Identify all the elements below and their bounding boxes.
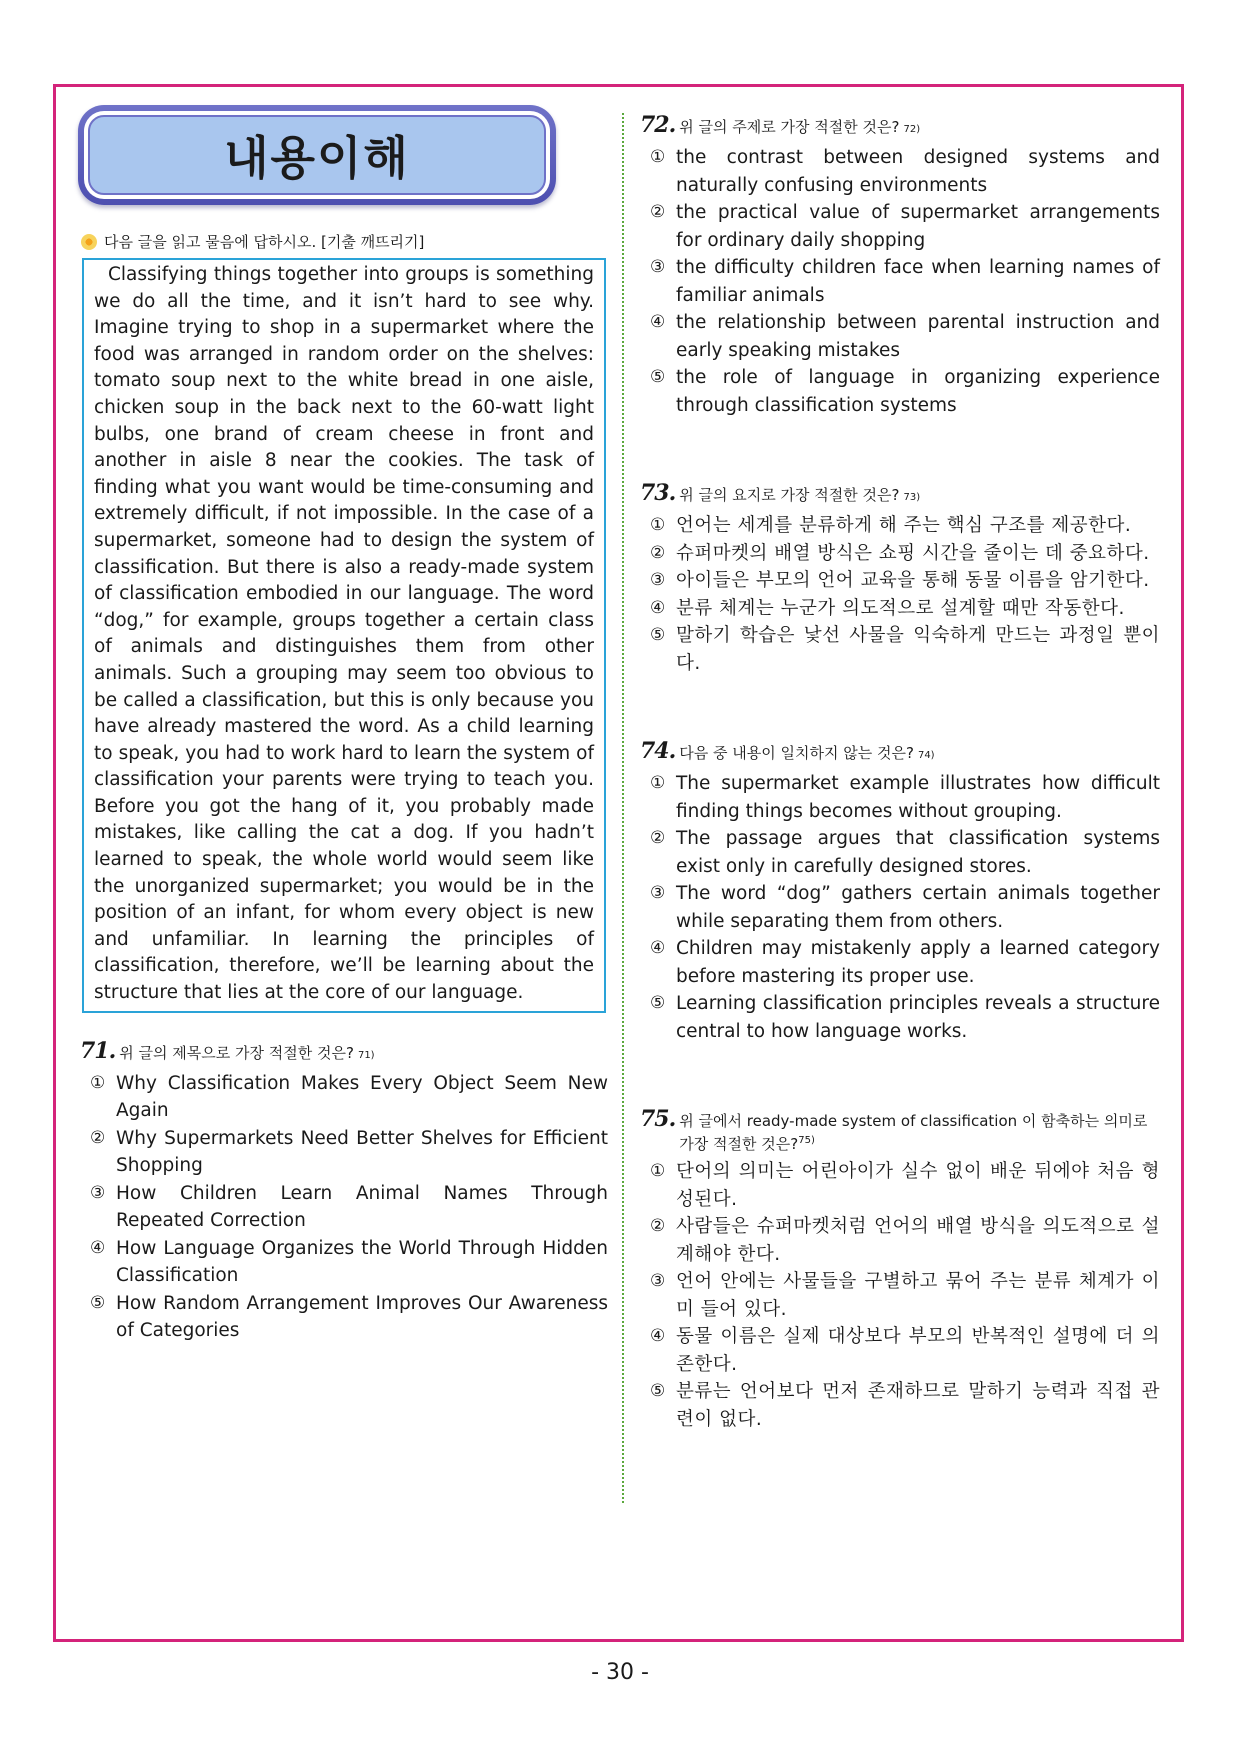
question-number: 73.: [640, 480, 676, 506]
question-prompt: 위 글의 요지로 가장 적절한 것은?: [679, 486, 900, 504]
question-73: [640, 480, 1160, 677]
option-4[interactable]: ④ the relationship between parental instruction and early speaking mistakes: [650, 312, 1160, 361]
flower-icon: [80, 233, 98, 251]
question-72: [640, 112, 1160, 419]
option-3[interactable]: ③ How Children Learn Animal Names Through Repeated Correction: [90, 1182, 608, 1232]
question-number: 72.: [640, 112, 676, 138]
option-3[interactable]: ③ 아이들은 부모의 언어 교육을 통해 동물 이름을 암기한다.: [650, 570, 1150, 591]
passage-box: Classifying things together into groups is something we do all the time, and it isn’t hard to see why. Imagine trying to shop in a supermarket where the food was arranged in random order on the shelves: tomato soup next to the white bread in one aisle, chicken soup in the back next to the 60-watt light bulbs, one brand of cream cheese in front and another in aisle 8 near the cookies. The task of finding what you want would be time-consuming and extremely difficult, if not impossible. In the case of a supermarket, someone had to design the system of classification. But there is also a ready-made system of classification embodied in our language. The word “dog,” for example, groups together a certain class of animals and distinguishes them from other animals. Such a grouping may seem too obvious to be called a classification, but this is only because you have already mastered the word. As a child learning to speak, you had to work hard to learn the system of classification your parents were trying to teach you. Before you got the hang of it, you probably made mistakes, like calling the cat a dog. If you hadn’t learned to speak, the whole world would seem like the unorganized supermarket; you would be in the position of an infant, for whom every object is new and unfamiliar. In learning the principles of classification, therefore, we’ll be learning about the structure that lies at the core of our language.: [82, 258, 606, 1013]
option-list: [640, 144, 1160, 419]
footnote-ref: 72): [903, 124, 921, 135]
option-5[interactable]: ⑤ Learning classification principles reveals a structure central to how language works.: [650, 993, 1160, 1042]
option-2[interactable]: ② the practical value of supermarket arrangements for ordinary daily shopping: [650, 202, 1160, 251]
question-header: [640, 112, 1160, 140]
option-1[interactable]: ① 단어의 의미는 어린아이가 실수 없이 배운 뒤에야 처음 형성된다.: [650, 1161, 1160, 1210]
question-75: [640, 1106, 1160, 1433]
left-column: [80, 105, 608, 1345]
question-number: 71.: [80, 1037, 116, 1064]
option-1[interactable]: ① the contrast between designed systems and naturally confusing environments: [650, 147, 1160, 196]
option-4[interactable]: ④ 동물 이름은 실제 대상보다 부모의 반복적인 설명에 더 의존한다.: [650, 1326, 1160, 1375]
option-1[interactable]: ① Why Classification Makes Every Object Seem New Again: [90, 1072, 608, 1122]
option-1[interactable]: ① The supermarket example illustrates how difficult finding things becomes without grouping.: [650, 773, 1160, 822]
question-header: [640, 480, 1160, 508]
option-list: [640, 512, 1160, 677]
option-5[interactable]: ⑤ the role of language in organizing experience through classification systems: [650, 367, 1160, 416]
footnote-ref: 75): [798, 1135, 815, 1146]
question-prompt: 위 글의 주제로 가장 적절한 것은?: [679, 118, 900, 136]
option-list: [640, 770, 1160, 1045]
right-column: [640, 112, 1160, 1433]
question-header: [640, 738, 1160, 766]
option-2[interactable]: ② 슈퍼마켓의 배열 방식은 쇼핑 시간을 줄이는 데 중요하다.: [650, 542, 1150, 564]
instruction-text: 다음 글을 읽고 물음에 답하시오. [기출 깨뜨리기]: [104, 233, 425, 251]
footnote-ref: 73): [903, 492, 921, 503]
section-title: 내용이해: [224, 131, 410, 185]
question-prompt: 위 글의 제목으로 가장 적절한 것은?: [119, 1043, 354, 1062]
option-list: [80, 1070, 608, 1345]
option-4[interactable]: ④ Children may mistakenly apply a learned category before mastering its proper use.: [650, 938, 1160, 987]
question-header: [80, 1037, 608, 1066]
option-3[interactable]: ③ The word “dog” gathers certain animals together while separating them from others.: [650, 883, 1160, 932]
option-4[interactable]: ④ How Language Organizes the World Through Hidden Classification: [90, 1237, 608, 1287]
option-2[interactable]: ② Why Supermarkets Need Better Shelves for Efficient Shopping: [90, 1127, 608, 1177]
option-2[interactable]: ② 사람들은 슈퍼마켓처럼 언어의 배열 방식을 의도적으로 설계해야 한다.: [650, 1216, 1160, 1265]
option-5[interactable]: ⑤ 분류는 언어보다 먼저 존재하므로 말하기 능력과 직접 관련이 없다.: [650, 1381, 1160, 1430]
option-2[interactable]: ② The passage argues that classification systems exist only in carefully designed stores.: [650, 828, 1160, 877]
option-5[interactable]: ⑤ How Random Arrangement Improves Our Awareness of Categories: [90, 1292, 608, 1342]
question-prompt: 위 글에서 ready-made system of classification 이 함축하는 의미로 가장 적절한 것은?: [679, 1112, 1148, 1153]
question-71: [80, 1037, 608, 1345]
instruction: [80, 231, 608, 252]
page-number: - 30 -: [591, 1660, 649, 1685]
question-prompt: 다음 중 내용이 일치하지 않는 것은?: [679, 744, 914, 762]
option-list: [640, 1158, 1160, 1433]
question-header: [640, 1106, 1160, 1154]
question-74: [640, 738, 1160, 1045]
column-divider: [622, 113, 624, 1503]
option-1[interactable]: ① 언어는 세계를 분류하게 해 주는 핵심 구조를 제공한다.: [650, 515, 1132, 536]
option-5[interactable]: ⑤ 말하기 학습은 낯선 사물을 익숙하게 만드는 과정일 뿐이다.: [650, 625, 1160, 674]
footnote-ref: 74): [917, 750, 935, 761]
question-number: 75.: [640, 1106, 676, 1132]
option-3[interactable]: ③ the difficulty children face when learning names of familiar animals: [650, 257, 1160, 306]
option-4[interactable]: ④ 분류 체계는 누군가 의도적으로 설계할 때만 작동한다.: [650, 597, 1125, 619]
option-3[interactable]: ③ 언어 안에는 사물들을 구별하고 묶어 주는 분류 체계가 이미 들어 있다.: [650, 1271, 1160, 1320]
question-number: 74.: [640, 738, 676, 764]
section-title-badge: [78, 105, 556, 205]
footnote-ref: 71): [357, 1049, 375, 1061]
